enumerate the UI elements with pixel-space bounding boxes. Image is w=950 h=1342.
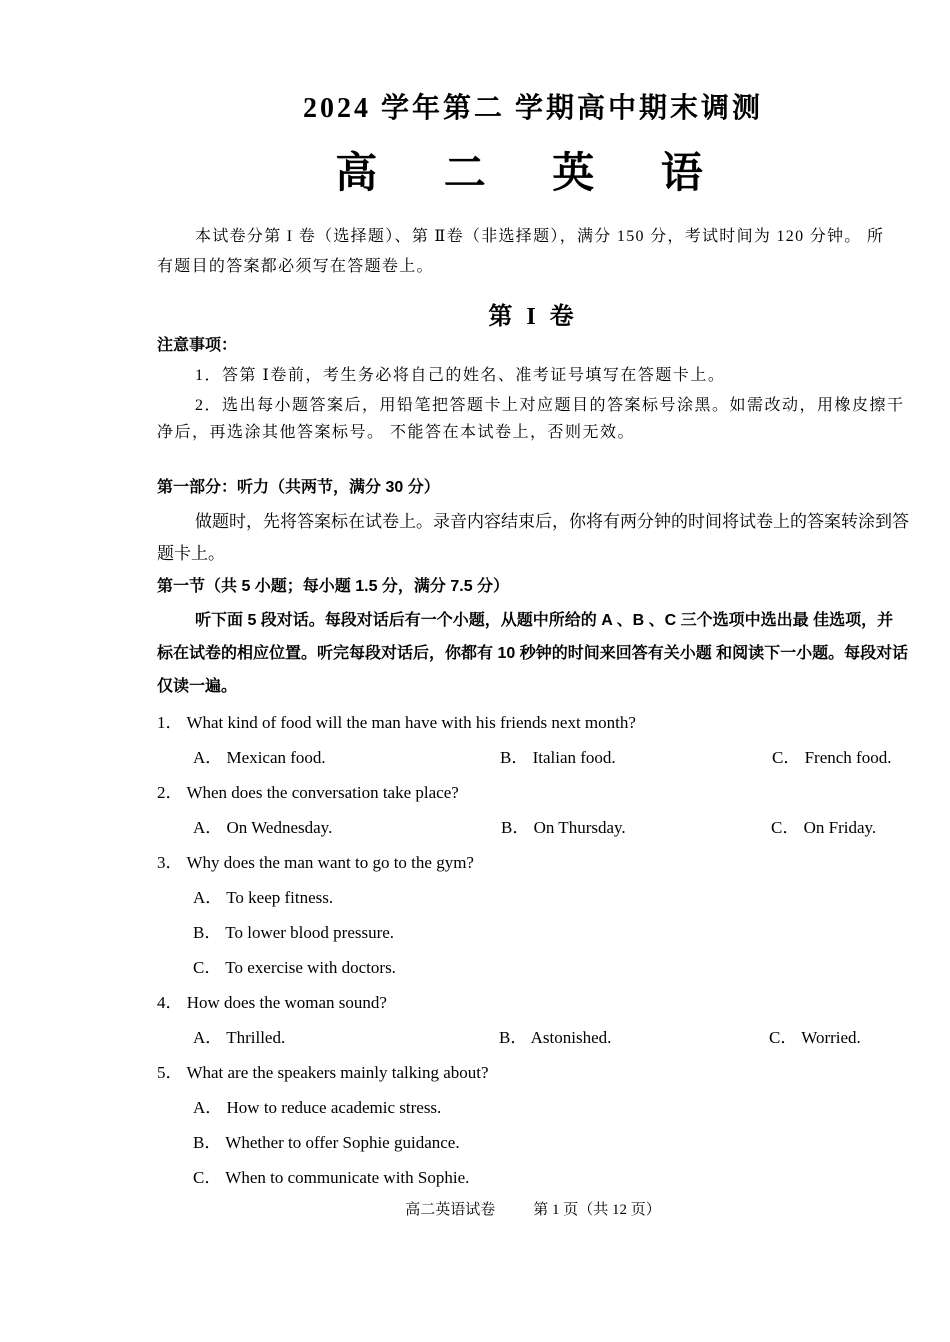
question-1-stem: 1． What kind of food will the man have with his friends next month? xyxy=(157,713,636,732)
question-2-option-c: C． On Friday. xyxy=(771,818,877,837)
question-4-stem: 4． How does the woman sound? xyxy=(157,993,387,1012)
question-4-option-c: C． Worried. xyxy=(769,1028,861,1047)
question-1-option-c: C． French food. xyxy=(772,748,892,767)
notes-label: 注意事项： xyxy=(157,337,238,354)
question-3-option-a: A． To keep fitness. xyxy=(193,888,334,907)
note-item-2: 2．选出每小题答案后，用铅笔把答题卡上对应题目的答案标号涂黑。如需改动，用橡皮擦干净后，再选涂其他答案标号。 不能答在本试卷上，否则无效。 xyxy=(157,397,905,441)
section1-instructions: 听下面 5 段对话。每段对话后有一个小题，从题中所给的 A 、B 、C 三个选项中选出最 佳选项，并标在试卷的相应位置。听完每段对话后，你都有 10 秒钟的时间来回答有关小题 和阅读下一小题。每段对话仅读一遍。 xyxy=(157,612,909,695)
page-footer xyxy=(0,1198,950,1219)
question-5-option-c: C． When to communicate with Sophie. xyxy=(193,1168,470,1187)
question-5-stem: 5． What are the speakers mainly talking about? xyxy=(157,1063,489,1082)
note-item-1: 1．答第 Ⅰ卷前，考生务必将自己的姓名、准考证号填写在答题卡上。 xyxy=(195,367,726,384)
question-1-option-b: B． Italian food. xyxy=(500,748,616,767)
question-4-option-b: B． Astonished. xyxy=(499,1028,612,1047)
volume-heading: 第 I 卷 xyxy=(488,304,578,330)
section1-heading: 第一节（共 5 小题；每小题 1.5 分，满分 7.5 分） xyxy=(157,578,510,595)
question-1-option-a: A． Mexican food. xyxy=(193,748,326,767)
question-3-option-b: B． To lower blood pressure. xyxy=(193,923,395,942)
part1-heading: 第一部分：听力（共两节，满分 30 分） xyxy=(157,479,440,496)
footer-page-info: 第 1 页（共 12 页） xyxy=(533,1202,661,1218)
part1-instructions: 做题时，先将答案标在试卷上。录音内容结束后，你将有两分钟的时间将试卷上的答案转涂到答题卡上。 xyxy=(157,512,909,563)
question-3-option-c: C． To exercise with doctors. xyxy=(193,958,396,977)
question-2-option-b: B． On Thursday. xyxy=(501,818,626,837)
question-3-stem: 3． Why does the man want to go to the gym? xyxy=(157,853,474,872)
exam-title: 2024 学年第二 学期高中期末调测 xyxy=(302,93,763,124)
question-5-option-b: B． Whether to offer Sophie guidance. xyxy=(193,1133,460,1152)
intro-paragraph: 本试卷分第 I 卷（选择题）、第 Ⅱ卷（非选择题），满分 150 分，考试时间为 120 分钟。 所有题目的答案都必须写在答题卷上。 xyxy=(157,228,885,275)
question-2-stem: 2． When does the conversation take place? xyxy=(157,783,459,802)
subject-title: 高 二 英 语 xyxy=(335,151,731,197)
question-5-option-a: A． How to reduce academic stress. xyxy=(193,1098,442,1117)
question-2-option-a: A． On Wednesday. xyxy=(193,818,333,837)
footer-exam-name: 高二英语试卷 xyxy=(405,1202,496,1218)
question-4-option-a: A． Thrilled. xyxy=(193,1028,286,1047)
